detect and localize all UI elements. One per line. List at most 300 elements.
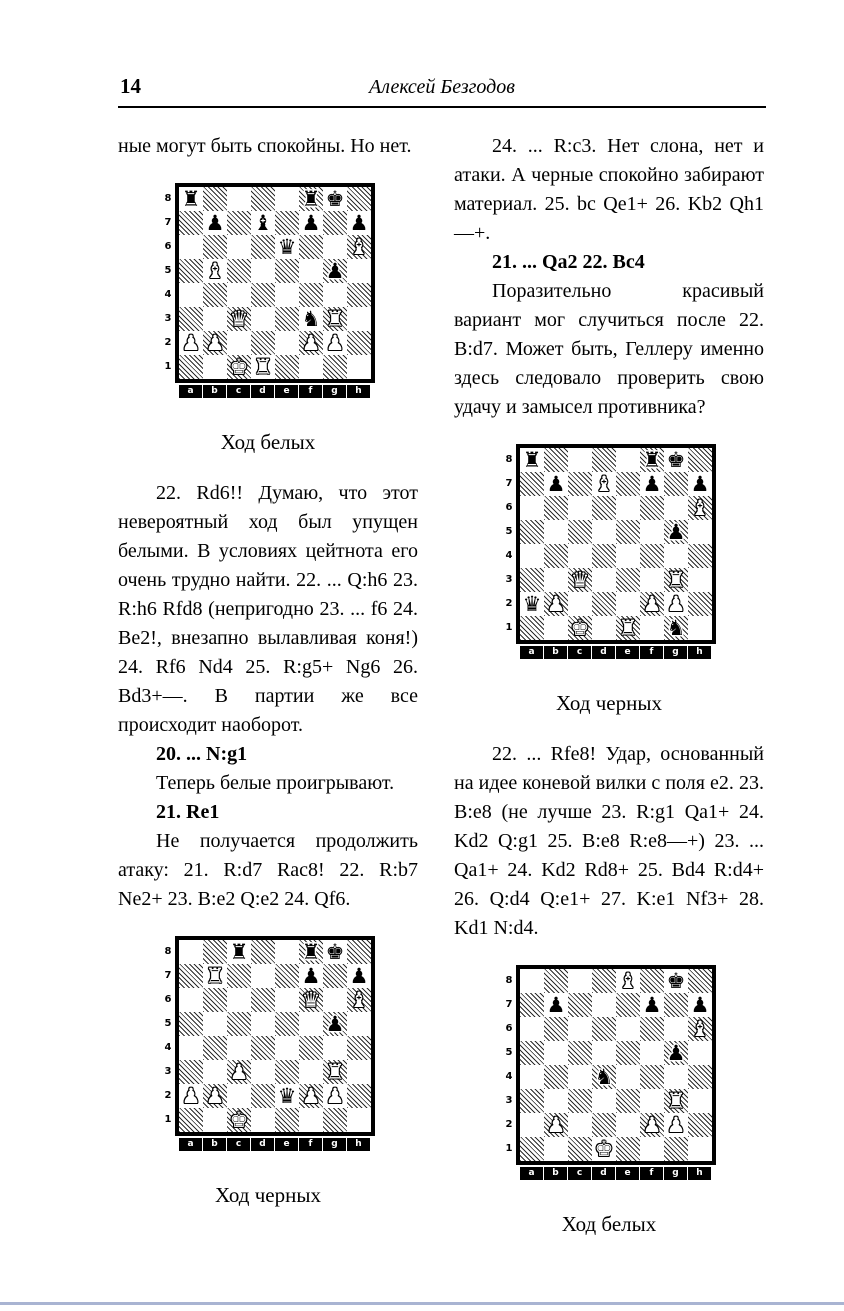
rank-label-8: 8 bbox=[505, 975, 513, 986]
chess-board bbox=[161, 936, 375, 1136]
white-piece-icon: ♝ bbox=[349, 987, 369, 1012]
square-a2 bbox=[520, 592, 544, 616]
black-piece-icon: ♚ bbox=[666, 447, 686, 472]
file-label-b: b bbox=[544, 646, 567, 659]
white-piece-icon: ♜ bbox=[325, 306, 345, 331]
square-a4 bbox=[520, 544, 544, 568]
file-label-c: c bbox=[227, 1138, 250, 1151]
square-f2 bbox=[299, 331, 323, 355]
square-d8 bbox=[251, 187, 275, 211]
square-b4 bbox=[203, 283, 227, 307]
file-label-a: a bbox=[179, 385, 202, 398]
square-h2 bbox=[688, 1113, 712, 1137]
square-g4 bbox=[664, 1065, 688, 1089]
rank-label-2: 2 bbox=[164, 337, 172, 348]
square-h4 bbox=[688, 544, 712, 568]
square-e3 bbox=[275, 307, 299, 331]
move-header: 21. ... Qa2 22. Bc4 bbox=[492, 251, 645, 273]
square-c7 bbox=[568, 993, 592, 1017]
square-e6 bbox=[275, 988, 299, 1012]
square-d3 bbox=[251, 307, 275, 331]
square-h2 bbox=[347, 331, 371, 355]
square-d2 bbox=[251, 1084, 275, 1108]
square-a1 bbox=[179, 355, 203, 379]
rank-label-2: 2 bbox=[505, 1119, 513, 1130]
rank-labels bbox=[502, 444, 516, 644]
file-label-a: a bbox=[520, 1167, 543, 1180]
black-piece-icon: ♜ bbox=[522, 447, 542, 472]
board-frame bbox=[516, 965, 716, 1165]
square-g6 bbox=[323, 235, 347, 259]
square-g8 bbox=[323, 940, 347, 964]
square-b1 bbox=[544, 1137, 568, 1161]
board-squares bbox=[179, 940, 371, 1132]
square-d1 bbox=[251, 355, 275, 379]
black-piece-icon: ♛ bbox=[277, 234, 297, 259]
white-piece-icon: ♝ bbox=[618, 968, 638, 993]
square-b7 bbox=[203, 964, 227, 988]
square-e3 bbox=[616, 1089, 640, 1113]
square-a3 bbox=[179, 307, 203, 331]
black-piece-icon: ♛ bbox=[522, 591, 542, 616]
square-d2 bbox=[251, 331, 275, 355]
square-e5 bbox=[616, 520, 640, 544]
square-e4 bbox=[616, 1065, 640, 1089]
square-c6 bbox=[227, 988, 251, 1012]
paragraph-comment: Поразительно красивый вариант мог случиться после 22. B:d7. Может быть, Геллеру именно здесь следовало проверить свою удачу и замысел противника? bbox=[454, 280, 764, 418]
rank-label-6: 6 bbox=[164, 994, 172, 1005]
square-f4 bbox=[640, 1065, 664, 1089]
square-e2 bbox=[275, 331, 299, 355]
paragraph-continuation: ные могут быть спокойны. Но нет. bbox=[118, 135, 412, 157]
file-label-c: c bbox=[568, 1167, 591, 1180]
paragraph-analysis: 22. Rd6!! Думаю, что этот невероятный ход был упущен белыми. В условиях цейтнота его очень трудно найти. 22. ... Q:h6 23. R:h6 Rfd8 (непригодно 23. ... f6 24. Be2!, внезапно вылавливая коня!) 24. Rf6 Nd4 25. R:g5+ Ng6 26. Bd3+—. В партии же все происходит наоборот. bbox=[118, 482, 418, 736]
square-f1 bbox=[640, 1137, 664, 1161]
left-column bbox=[118, 132, 418, 1261]
white-piece-icon: ♜ bbox=[666, 567, 686, 592]
black-piece-icon: ♜ bbox=[181, 186, 201, 211]
square-h5 bbox=[688, 520, 712, 544]
rank-label-2: 2 bbox=[505, 598, 513, 609]
board-frame bbox=[175, 936, 375, 1136]
square-h4 bbox=[347, 283, 371, 307]
file-labels bbox=[520, 646, 716, 659]
file-label-f: f bbox=[299, 385, 322, 398]
square-g5 bbox=[664, 1041, 688, 1065]
square-h6 bbox=[688, 496, 712, 520]
rank-label-3: 3 bbox=[505, 1095, 513, 1106]
square-f7 bbox=[299, 211, 323, 235]
square-a5 bbox=[179, 259, 203, 283]
file-label-a: a bbox=[179, 1138, 202, 1151]
chess-diagram-2 bbox=[502, 444, 716, 716]
file-label-d: d bbox=[251, 1138, 274, 1151]
square-a3 bbox=[520, 1089, 544, 1113]
square-g7 bbox=[323, 964, 347, 988]
square-g5 bbox=[323, 1012, 347, 1036]
rank-label-5: 5 bbox=[164, 265, 172, 276]
square-h7 bbox=[347, 211, 371, 235]
paragraph-comment: Теперь белые проигрывают. bbox=[156, 772, 395, 794]
square-c5 bbox=[568, 1041, 592, 1065]
square-c1 bbox=[227, 1108, 251, 1132]
square-c3 bbox=[227, 1060, 251, 1084]
square-b6 bbox=[544, 1017, 568, 1041]
rank-labels bbox=[161, 183, 175, 383]
paragraph-analysis: 22. ... Rfe8! Удар, основанный на идее коневой вилки с поля e2. 23. B:e8 (не лучше 23. R:g1 Qa1+ 24. Kd2 Q:g1 25. B:e8 R:e8—+) 23. ... Qa1+ 24. Kd2 Rd8+ 25. Bd4 R:d4+ 26. Q:d4 Q:e1+ 27. K:e1 Nf3+ 28. Kd1 N:d4. bbox=[454, 743, 764, 939]
black-piece-icon: ♜ bbox=[301, 186, 321, 211]
square-d1 bbox=[592, 1137, 616, 1161]
board-frame bbox=[516, 444, 716, 644]
square-a4 bbox=[520, 1065, 544, 1089]
square-a6 bbox=[179, 235, 203, 259]
square-a6 bbox=[520, 496, 544, 520]
diagram-caption: Ход белых bbox=[220, 430, 316, 454]
square-a1 bbox=[520, 1137, 544, 1161]
square-f5 bbox=[640, 520, 664, 544]
square-c8 bbox=[227, 187, 251, 211]
square-a7 bbox=[520, 472, 544, 496]
square-e1 bbox=[616, 1137, 640, 1161]
square-d6 bbox=[592, 496, 616, 520]
square-c8 bbox=[227, 940, 251, 964]
square-g8 bbox=[664, 969, 688, 993]
black-piece-icon: ♜ bbox=[229, 939, 249, 964]
white-piece-icon: ♟ bbox=[181, 1083, 201, 1108]
square-b6 bbox=[203, 988, 227, 1012]
square-b7 bbox=[544, 472, 568, 496]
file-label-e: e bbox=[275, 1138, 298, 1151]
white-piece-icon: ♚ bbox=[229, 1107, 249, 1132]
square-b6 bbox=[203, 235, 227, 259]
paragraph-variation: 24. ... R:c3. Нет слона, нет и атаки. А черные спокойно забирают материал. 25. bc Qe1+ 26. Kb2 Qh1—+. bbox=[454, 135, 764, 244]
file-label-e: e bbox=[616, 646, 639, 659]
black-piece-icon: ♛ bbox=[277, 1083, 297, 1108]
square-g1 bbox=[323, 355, 347, 379]
chess-board bbox=[502, 444, 716, 644]
square-c4 bbox=[568, 544, 592, 568]
square-a7 bbox=[179, 964, 203, 988]
black-piece-icon: ♜ bbox=[301, 939, 321, 964]
white-piece-icon: ♜ bbox=[253, 354, 273, 379]
white-piece-icon: ♛ bbox=[229, 306, 249, 331]
square-c4 bbox=[568, 1065, 592, 1089]
move-header: 21. Re1 bbox=[156, 801, 220, 823]
square-c3 bbox=[227, 307, 251, 331]
white-piece-icon: ♟ bbox=[301, 1083, 321, 1108]
square-c2 bbox=[568, 592, 592, 616]
file-label-h: h bbox=[688, 646, 711, 659]
square-a2 bbox=[179, 1084, 203, 1108]
square-d3 bbox=[592, 568, 616, 592]
square-e4 bbox=[616, 544, 640, 568]
square-h8 bbox=[688, 969, 712, 993]
square-f1 bbox=[299, 355, 323, 379]
page-number: 14 bbox=[120, 74, 141, 98]
square-e3 bbox=[275, 1060, 299, 1084]
white-piece-icon: ♚ bbox=[570, 615, 590, 640]
white-piece-icon: ♟ bbox=[325, 330, 345, 355]
two-column-layout bbox=[118, 132, 766, 1261]
square-g4 bbox=[323, 1036, 347, 1060]
white-piece-icon: ♟ bbox=[666, 1112, 686, 1137]
black-piece-icon: ♟ bbox=[666, 519, 686, 544]
square-h1 bbox=[688, 616, 712, 640]
square-b5 bbox=[544, 520, 568, 544]
white-piece-icon: ♜ bbox=[325, 1059, 345, 1084]
square-e7 bbox=[275, 964, 299, 988]
file-label-g: g bbox=[323, 385, 346, 398]
rank-label-4: 4 bbox=[164, 1042, 172, 1053]
square-d4 bbox=[251, 1036, 275, 1060]
square-h2 bbox=[688, 592, 712, 616]
black-piece-icon: ♚ bbox=[325, 939, 345, 964]
square-d8 bbox=[251, 940, 275, 964]
square-d5 bbox=[251, 1012, 275, 1036]
diagram-caption: Ход черных bbox=[556, 691, 662, 715]
square-h2 bbox=[347, 1084, 371, 1108]
black-piece-icon: ♟ bbox=[666, 1040, 686, 1065]
square-b2 bbox=[544, 1113, 568, 1137]
file-label-f: f bbox=[299, 1138, 322, 1151]
rank-labels bbox=[502, 965, 516, 1165]
square-f6 bbox=[299, 988, 323, 1012]
file-labels bbox=[179, 1138, 375, 1151]
square-f7 bbox=[640, 472, 664, 496]
square-e5 bbox=[616, 1041, 640, 1065]
square-f3 bbox=[299, 1060, 323, 1084]
rank-label-7: 7 bbox=[505, 999, 513, 1010]
file-label-d: d bbox=[251, 385, 274, 398]
square-f7 bbox=[640, 993, 664, 1017]
square-f5 bbox=[640, 1041, 664, 1065]
square-a8 bbox=[179, 187, 203, 211]
square-b3 bbox=[203, 307, 227, 331]
square-d6 bbox=[251, 235, 275, 259]
square-f8 bbox=[299, 187, 323, 211]
square-d7 bbox=[592, 993, 616, 1017]
square-f1 bbox=[299, 1108, 323, 1132]
square-a4 bbox=[179, 283, 203, 307]
white-piece-icon: ♟ bbox=[205, 1083, 225, 1108]
square-d1 bbox=[592, 616, 616, 640]
file-label-b: b bbox=[203, 385, 226, 398]
square-g2 bbox=[664, 1113, 688, 1137]
white-piece-icon: ♝ bbox=[690, 495, 710, 520]
square-c8 bbox=[568, 448, 592, 472]
square-a4 bbox=[179, 1036, 203, 1060]
square-h5 bbox=[347, 1012, 371, 1036]
square-h3 bbox=[688, 1089, 712, 1113]
black-piece-icon: ♟ bbox=[205, 210, 225, 235]
square-e6 bbox=[616, 1017, 640, 1041]
board-squares bbox=[179, 187, 371, 379]
square-a5 bbox=[520, 1041, 544, 1065]
square-h6 bbox=[347, 988, 371, 1012]
square-h3 bbox=[688, 568, 712, 592]
square-d5 bbox=[592, 520, 616, 544]
square-c4 bbox=[227, 283, 251, 307]
square-h3 bbox=[347, 1060, 371, 1084]
square-c5 bbox=[227, 259, 251, 283]
rank-labels bbox=[161, 936, 175, 1136]
file-label-e: e bbox=[275, 385, 298, 398]
square-h4 bbox=[347, 1036, 371, 1060]
square-g2 bbox=[323, 331, 347, 355]
black-piece-icon: ♚ bbox=[666, 968, 686, 993]
rank-label-1: 1 bbox=[505, 622, 513, 633]
file-label-c: c bbox=[227, 385, 250, 398]
white-piece-icon: ♟ bbox=[666, 591, 686, 616]
square-a7 bbox=[520, 993, 544, 1017]
square-a2 bbox=[179, 331, 203, 355]
square-d4 bbox=[592, 1065, 616, 1089]
square-a1 bbox=[179, 1108, 203, 1132]
square-e1 bbox=[275, 1108, 299, 1132]
square-e8 bbox=[616, 969, 640, 993]
rank-label-6: 6 bbox=[505, 1023, 513, 1034]
black-piece-icon: ♟ bbox=[349, 963, 369, 988]
square-e2 bbox=[275, 1084, 299, 1108]
square-e1 bbox=[616, 616, 640, 640]
rank-label-6: 6 bbox=[505, 502, 513, 513]
black-piece-icon: ♝ bbox=[253, 210, 273, 235]
file-label-h: h bbox=[347, 1138, 370, 1151]
file-labels bbox=[520, 1167, 716, 1180]
square-b1 bbox=[544, 616, 568, 640]
square-e6 bbox=[616, 496, 640, 520]
white-piece-icon: ♜ bbox=[205, 963, 225, 988]
square-e1 bbox=[275, 355, 299, 379]
square-e8 bbox=[275, 187, 299, 211]
square-e7 bbox=[616, 993, 640, 1017]
square-h6 bbox=[347, 235, 371, 259]
square-g3 bbox=[664, 1089, 688, 1113]
page-header bbox=[118, 76, 766, 108]
board-frame bbox=[175, 183, 375, 383]
file-label-d: d bbox=[592, 1167, 615, 1180]
square-a3 bbox=[520, 568, 544, 592]
square-c3 bbox=[568, 568, 592, 592]
square-a5 bbox=[179, 1012, 203, 1036]
square-b5 bbox=[203, 1012, 227, 1036]
square-h1 bbox=[347, 1108, 371, 1132]
square-b4 bbox=[203, 1036, 227, 1060]
white-piece-icon: ♝ bbox=[594, 471, 614, 496]
square-b6 bbox=[544, 496, 568, 520]
rank-label-5: 5 bbox=[164, 1018, 172, 1029]
file-label-h: h bbox=[688, 1167, 711, 1180]
white-piece-icon: ♟ bbox=[205, 330, 225, 355]
square-f4 bbox=[640, 544, 664, 568]
square-a5 bbox=[520, 520, 544, 544]
square-c4 bbox=[227, 1036, 251, 1060]
square-g2 bbox=[664, 592, 688, 616]
square-d7 bbox=[251, 964, 275, 988]
square-g5 bbox=[664, 520, 688, 544]
square-c1 bbox=[227, 355, 251, 379]
rank-label-7: 7 bbox=[505, 478, 513, 489]
page-bottom-rule bbox=[0, 1302, 844, 1305]
square-g5 bbox=[323, 259, 347, 283]
square-g1 bbox=[323, 1108, 347, 1132]
square-f6 bbox=[299, 235, 323, 259]
square-g3 bbox=[664, 568, 688, 592]
square-e2 bbox=[616, 592, 640, 616]
square-a6 bbox=[520, 1017, 544, 1041]
square-c8 bbox=[568, 969, 592, 993]
file-labels bbox=[179, 385, 375, 398]
square-b4 bbox=[544, 544, 568, 568]
square-g7 bbox=[323, 211, 347, 235]
white-piece-icon: ♟ bbox=[642, 591, 662, 616]
square-d2 bbox=[592, 1113, 616, 1137]
square-h1 bbox=[347, 355, 371, 379]
chess-diagram-3 bbox=[161, 936, 375, 1208]
square-d4 bbox=[592, 544, 616, 568]
square-c2 bbox=[568, 1113, 592, 1137]
white-piece-icon: ♝ bbox=[690, 1016, 710, 1041]
square-d1 bbox=[251, 1108, 275, 1132]
black-piece-icon: ♟ bbox=[690, 992, 710, 1017]
black-piece-icon: ♜ bbox=[642, 447, 662, 472]
file-label-f: f bbox=[640, 1167, 663, 1180]
white-piece-icon: ♛ bbox=[301, 987, 321, 1012]
square-c7 bbox=[227, 211, 251, 235]
rank-label-1: 1 bbox=[505, 1143, 513, 1154]
file-label-b: b bbox=[544, 1167, 567, 1180]
square-a7 bbox=[179, 211, 203, 235]
square-f5 bbox=[299, 1012, 323, 1036]
square-c6 bbox=[568, 496, 592, 520]
square-h8 bbox=[688, 448, 712, 472]
square-h5 bbox=[688, 1041, 712, 1065]
square-e5 bbox=[275, 259, 299, 283]
right-column bbox=[454, 132, 764, 1261]
white-piece-icon: ♝ bbox=[205, 258, 225, 283]
square-d6 bbox=[251, 988, 275, 1012]
square-a1 bbox=[520, 616, 544, 640]
white-piece-icon: ♟ bbox=[642, 1112, 662, 1137]
square-c7 bbox=[568, 472, 592, 496]
square-c2 bbox=[227, 331, 251, 355]
black-piece-icon: ♞ bbox=[594, 1064, 614, 1089]
file-label-g: g bbox=[664, 646, 687, 659]
white-piece-icon: ♟ bbox=[181, 330, 201, 355]
running-head-author: Алексей Безгодов bbox=[369, 76, 515, 98]
square-a2 bbox=[520, 1113, 544, 1137]
square-c5 bbox=[568, 520, 592, 544]
square-g3 bbox=[323, 1060, 347, 1084]
square-b3 bbox=[544, 568, 568, 592]
black-piece-icon: ♚ bbox=[325, 186, 345, 211]
rank-label-7: 7 bbox=[164, 970, 172, 981]
square-e3 bbox=[616, 568, 640, 592]
square-g6 bbox=[323, 988, 347, 1012]
square-b1 bbox=[203, 355, 227, 379]
square-f8 bbox=[640, 448, 664, 472]
square-b2 bbox=[544, 592, 568, 616]
square-h7 bbox=[347, 964, 371, 988]
square-f3 bbox=[640, 568, 664, 592]
black-piece-icon: ♞ bbox=[666, 615, 686, 640]
square-a3 bbox=[179, 1060, 203, 1084]
black-piece-icon: ♟ bbox=[642, 471, 662, 496]
square-b7 bbox=[203, 211, 227, 235]
chess-diagram-1 bbox=[161, 183, 375, 455]
square-b7 bbox=[544, 993, 568, 1017]
white-piece-icon: ♚ bbox=[229, 354, 249, 379]
